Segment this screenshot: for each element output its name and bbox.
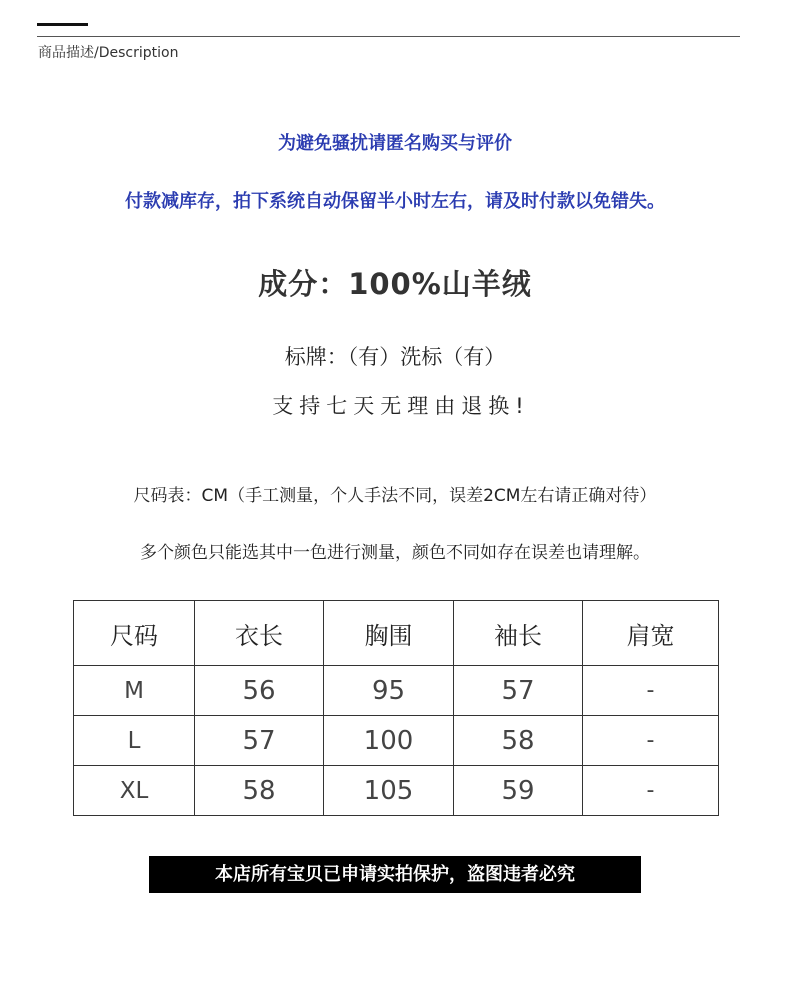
table-cell-chest: 100 xyxy=(324,716,454,766)
copyright-banner: 本店所有宝贝已申请实拍保护，盗图违者必究 xyxy=(149,856,641,893)
table-row xyxy=(74,716,719,766)
size-table xyxy=(73,600,719,816)
header-cell-size: 尺码 xyxy=(74,601,195,666)
table-cell-size: M xyxy=(74,666,195,716)
header-divider xyxy=(37,36,740,37)
header-cell-sleeve: 袖长 xyxy=(454,601,583,666)
table-cell-chest: 105 xyxy=(324,766,454,816)
labels-text: 标牌：（有）洗标（有） xyxy=(284,345,506,369)
table-cell-shoulder: - xyxy=(583,766,719,816)
table-cell-size: L xyxy=(74,716,195,766)
table-cell-sleeve: 59 xyxy=(454,766,583,816)
table-cell-sleeve: 58 xyxy=(454,716,583,766)
size-chart-note: 尺码表：CM（手工测量，个人手法不同，误差2CM左右请正确对待） xyxy=(133,486,657,506)
composition-text: 成分：100%山羊绒 xyxy=(258,267,532,301)
table-cell-shoulder: - xyxy=(583,716,719,766)
header-cell-chest: 胸围 xyxy=(324,601,454,666)
header-cell-length: 衣长 xyxy=(195,601,324,666)
anonymous-purchase-notice: 为避免骚扰请匿名购买与评价 xyxy=(278,133,512,154)
table-cell-chest: 95 xyxy=(324,666,454,716)
table-row xyxy=(74,766,719,816)
header-accent-bar xyxy=(37,23,88,26)
table-cell-sleeve: 57 xyxy=(454,666,583,716)
table-cell-length: 58 xyxy=(195,766,324,816)
header-cell-shoulder: 肩宽 xyxy=(583,601,719,666)
table-cell-shoulder: - xyxy=(583,666,719,716)
size-table-header-row xyxy=(74,601,719,666)
table-cell-length: 56 xyxy=(195,666,324,716)
color-measurement-note: 多个颜色只能选其中一色进行测量，颜色不同如存在误差也请理解。 xyxy=(140,543,650,563)
table-cell-size: XL xyxy=(74,766,195,816)
returns-policy-text: 支持七天无理由退换! xyxy=(272,394,530,418)
section-title: 商品描述/Description xyxy=(38,45,179,61)
table-row xyxy=(74,666,719,716)
table-cell-length: 57 xyxy=(195,716,324,766)
payment-notice: 付款减库存，拍下系统自动保留半小时左右，请及时付款以免错失。 xyxy=(125,191,665,212)
